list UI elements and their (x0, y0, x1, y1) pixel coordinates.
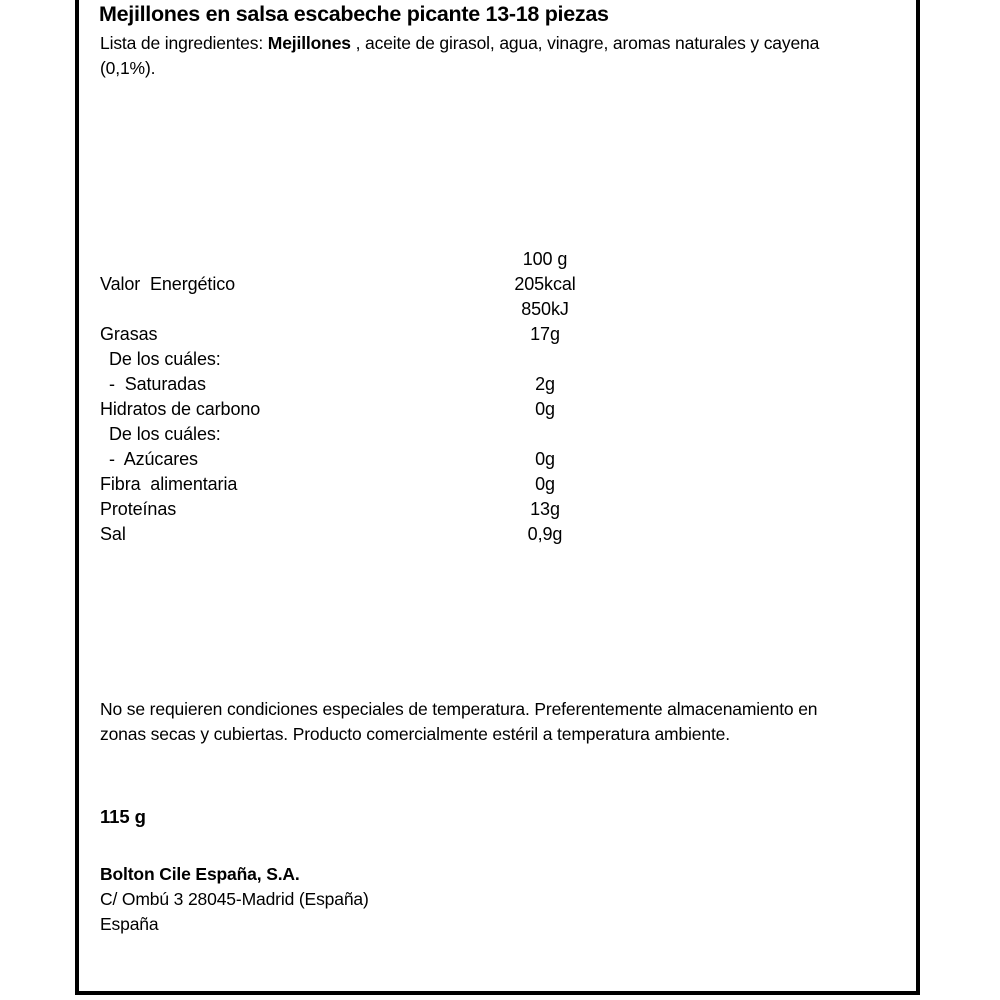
nutrition-row-value: 850kJ (521, 299, 569, 319)
nutrition-row (100, 424, 660, 449)
nutrition-row-value: 17g (530, 324, 560, 344)
allergen-ingredient: Mejillones (267, 33, 351, 53)
nutrition-row (100, 449, 660, 474)
nutrition-row-label: De los cuáles: (109, 424, 221, 444)
net-weight: 115 g (100, 806, 146, 827)
nutrition-row-value: 2g (535, 374, 555, 394)
manufacturer-block (100, 862, 740, 937)
nutrition-row (100, 349, 660, 374)
nutrition-row-label: De los cuáles: (109, 349, 221, 369)
page-title: Mejillones en salsa escabeche picante 13-18 piezas (99, 2, 609, 26)
nutrition-row-value: 0g (535, 399, 555, 419)
ingredients-prefix: Lista de ingredientes: (100, 33, 268, 53)
serving-size-header: 100 g (522, 249, 568, 269)
nutrition-row (100, 324, 660, 349)
ingredients-list (100, 31, 855, 81)
nutrition-row-label: - Azúcares (109, 449, 198, 469)
nutrition-header-row (100, 249, 660, 274)
nutrition-row-label: Fibra alimentaria (100, 474, 238, 494)
nutrition-row (100, 299, 660, 324)
nutrition-table (100, 249, 660, 549)
nutrition-row (100, 474, 660, 499)
nutrition-row-label: Grasas (100, 324, 158, 344)
nutrition-row-value: 0,9g (527, 524, 563, 544)
nutrition-row-label: Sal (100, 524, 126, 544)
nutrition-row-value: 0g (535, 474, 555, 494)
product-label-panel (75, 0, 920, 995)
manufacturer-name: Bolton Cile España, S.A. (100, 864, 300, 884)
storage-instructions: No se requieren condiciones especiales de temperatura. Preferentemente almacenamiento en zonas secas y cubiertas. Producto comercialmente estéril a temperatura ambiente. (100, 699, 818, 744)
nutrition-row-value: 205kcal (514, 274, 576, 294)
nutrition-row (100, 524, 660, 549)
nutrition-row (100, 399, 660, 424)
ingredients-rest: , aceite de girasol, agua, vinagre, aromas naturales y cayena (0,1%). (100, 33, 820, 78)
nutrition-row-value: 13g (530, 499, 560, 519)
nutrition-row-label: - Saturadas (109, 374, 206, 394)
nutrition-row-label: Valor Energético (100, 274, 236, 294)
nutrition-row-label: Proteínas (100, 499, 177, 519)
nutrition-row-label: Hidratos de carbono (100, 399, 261, 419)
nutrition-row (100, 374, 660, 399)
manufacturer-address: C/ Ombú 3 28045-Madrid (España) (100, 889, 369, 909)
nutrition-row (100, 499, 660, 524)
manufacturer-country: España (100, 914, 159, 934)
nutrition-row (100, 274, 660, 299)
nutrition-row-value: 0g (535, 449, 555, 469)
